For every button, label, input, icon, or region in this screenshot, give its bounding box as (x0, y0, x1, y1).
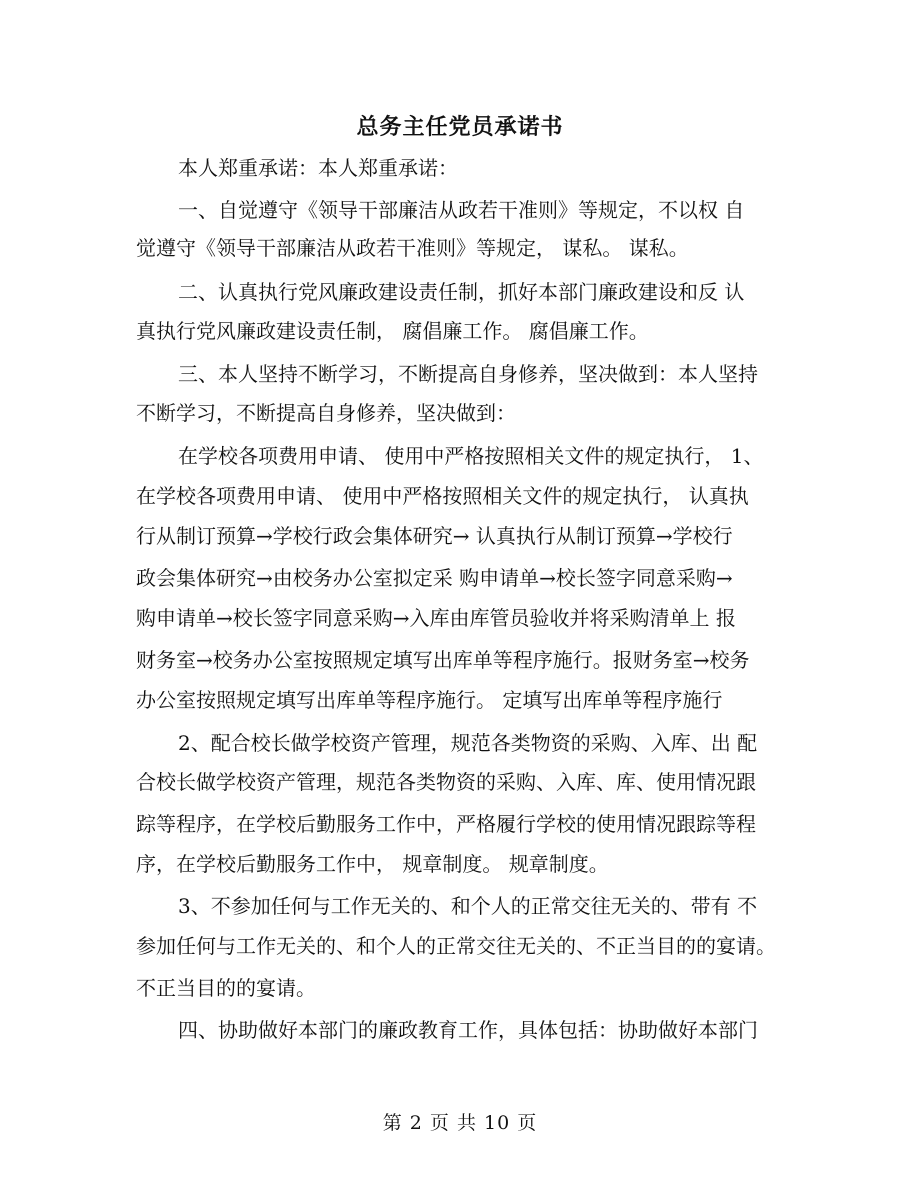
text-line: 在学校各项费用申请、 使用中严格按照相关文件的规定执行， 1、 (178, 444, 764, 468)
text-line: 踪等程序，在学校后勤服务工作中，严格履行学校的使用情况跟踪等程 (136, 812, 756, 836)
text-line: 参加任何与工作无关的、和个人的正常交往无关的、不正当目的的宴请。 (136, 934, 776, 958)
text-line: 购申请单→校长签字同意采购→入库由库管员验收并将采购清单上 报 (136, 606, 736, 630)
text-line: 一、自觉遵守《领导干部廉洁从政若干准则》等规定，不以权 自 (178, 198, 745, 222)
text-line: 3、不参加任何与工作无关的、和个人的正常交往无关的、带有 不 (178, 894, 758, 918)
text-line: 四、协助做好本部门的廉政教育工作，具体包括：协助做好本部门 (178, 1018, 758, 1042)
text-line: 不断学习，不断提高自身修养，坚决做到： (136, 401, 516, 425)
text-line: 2、配合校长做学校资产管理，规范各类物资的采购、入库、出 配 (178, 731, 758, 755)
text-line: 不正当目的的宴请。 (136, 976, 316, 1000)
text-line: 政会集体研究→由校务办公室拟定采 购申请单→校长签字同意采购→ (136, 566, 733, 590)
text-line: 三、本人坚持不断学习，不断提高自身修养，坚决做到：本人坚持 (178, 362, 758, 386)
text-line: 合校长做学校资产管理，规范各类物资的采购、入库、库、使用情况跟 (136, 770, 756, 794)
text-line: 办公室按照规定填写出库单等程序施行。 定填写出库单等程序施行 (136, 688, 723, 712)
text-line: 在学校各项费用申请、 使用中严格按照相关文件的规定执行， 认真执 (136, 484, 749, 508)
text-line: 行从制订预算→学校行政会集体研究→ 认真执行从制订预算→学校行 (136, 524, 733, 548)
text-line: 本人郑重承诺：本人郑重承诺： (178, 156, 458, 180)
text-line: 真执行党风廉政建设责任制， 腐倡廉工作。 腐倡廉工作。 (136, 319, 649, 343)
text-line: 二、认真执行党风廉政建设责任制，抓好本部门廉政建设和反 认 (178, 280, 745, 304)
text-line: 财务室→校务办公室按照规定填写出库单等程序施行。报财务室→校务 (136, 648, 750, 672)
text-line: 觉遵守《领导干部廉洁从政若干准则》等规定， 谋私。 谋私。 (136, 236, 689, 260)
page-number: 第 2 页 共 10 页 (382, 1112, 538, 1134)
document-title: 总务主任党员承诺书 (356, 114, 564, 140)
text-line: 序，在学校后勤服务工作中， 规章制度。 规章制度。 (136, 852, 609, 876)
